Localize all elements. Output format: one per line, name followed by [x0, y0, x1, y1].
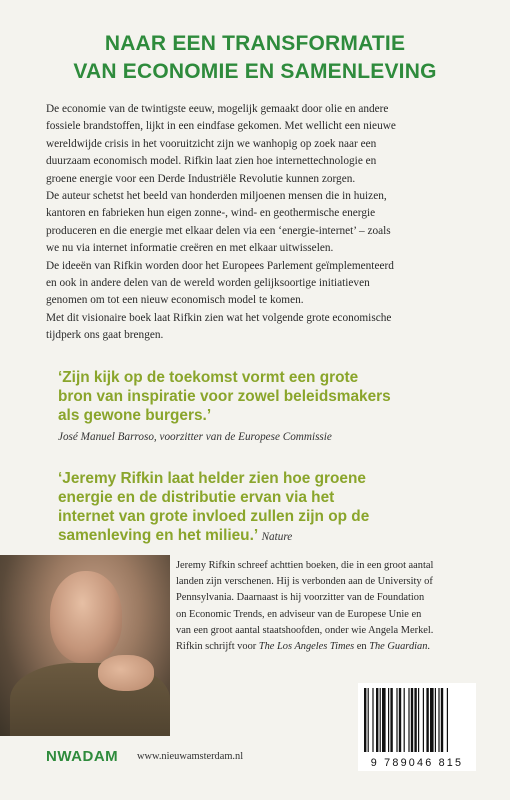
quote-line: energie en de distributie ervan via het	[58, 489, 335, 506]
bio-line: Jeremy Rifkin schreef achttien boeken, die in een groot aantal	[176, 560, 434, 571]
quote-line: internet van grote invloed zullen zijn op de	[58, 508, 370, 525]
author-photo-hand	[98, 655, 154, 691]
quote-nature	[58, 469, 468, 547]
quote-line: bron van inspiratie voor zowel beleidsmakers	[58, 388, 391, 405]
publisher-logo: NWADAM	[46, 748, 119, 765]
cover-title	[0, 30, 510, 86]
bio-text: en	[354, 641, 370, 653]
isbn-number: 9 789046 815	[370, 757, 464, 769]
quote-line: als gewone burgers.’	[58, 407, 212, 424]
quote-attribution-nature: Nature	[261, 531, 293, 543]
blurb-line: De economie van de twintigste eeuw, mogelijk gemaakt door olie en andere	[46, 103, 389, 115]
publisher-url: www.nieuwamsterdam.nl	[137, 751, 244, 762]
quote-barroso	[58, 368, 468, 425]
quote-line	[58, 526, 468, 547]
author-bio	[176, 558, 476, 655]
isbn-barcode	[358, 683, 476, 771]
newspaper-la-times: The Los Angeles Times	[258, 641, 355, 653]
blurb-line: groene energie voor een Derde Industriële Revolutie kunnen zorgen.	[46, 172, 356, 185]
blurb-line: genomen om tot een nieuw economisch model te komen.	[46, 294, 304, 307]
bio-line: Pennsylvania. Daarnaast is hij voorzitter van de Foundation	[176, 592, 425, 604]
blurb-line: duurzaam economisch model. Rifkin laat zien hoe internettechnologie en	[46, 155, 377, 168]
bio-line: landen zijn verschenen. Hij is verbonden aan de University of	[176, 576, 433, 588]
author-photo-head	[50, 571, 122, 663]
bio-line: van een groot aantal staatshoofden, onder wie Angela Merkel.	[176, 624, 434, 636]
blurb-line: tijdperk ons gaat brengen.	[46, 329, 164, 342]
barcode-bars	[364, 688, 470, 752]
quote-line: ‘Jeremy Rifkin laat helder zien hoe groene	[58, 470, 366, 487]
bio-text: Rifkin schrijft voor	[176, 641, 259, 653]
blurb-text	[46, 101, 474, 345]
blurb-line: Met dit visionaire boek laat Rifkin zien wat het volgende grote economische	[46, 311, 392, 324]
blurb-line: produceren en die energie met elkaar delen via een ‘energie-internet’ – zoals	[46, 224, 391, 237]
blurb-line: we nu via internet informatie creëren en met elkaar uitwisselen.	[46, 242, 334, 255]
newspaper-guardian: The Guardian	[369, 641, 428, 653]
blurb-line: wereldwijde crisis in het vooruitzicht zijn we wanhopig op zoek naar een	[46, 137, 377, 150]
blurb-line: De auteur schetst het beeld van honderden miljoenen mensen die in huizen,	[46, 190, 387, 203]
author-photo	[0, 555, 170, 736]
quote-line-text: samenleving en het milieu.’	[58, 527, 258, 544]
title-line-2: VAN ECONOMIE EN SAMENLEVING	[73, 60, 437, 83]
blurb-line: kantoren en fabrieken hun eigen zonne-, wind- en geothermische energie	[46, 207, 376, 220]
title-line-1: NAAR EEN TRANSFORMATIE	[104, 32, 406, 55]
bio-text: .	[427, 641, 431, 653]
blurb-line: De ideeën van Rifkin worden door het Europees Parlement geïmplementeerd	[46, 259, 394, 272]
quote-attribution-barroso: José Manuel Barroso, voorzitter van de Europese Commissie	[58, 431, 332, 443]
blurb-line: en ook in andere delen van de wereld worden gelijksoortige initiatieven	[46, 277, 370, 290]
blurb-line: fossiele brandstoffen, lijkt in een eindfase gekomen. Met wellicht een nieuwe	[46, 120, 396, 133]
bio-line-last	[176, 639, 476, 655]
quote-line: ‘Zijn kijk op de toekomst vormt een grote	[58, 369, 359, 386]
bio-line: on Economic Trends, en adviseur van de Europese Unie en	[176, 608, 422, 620]
